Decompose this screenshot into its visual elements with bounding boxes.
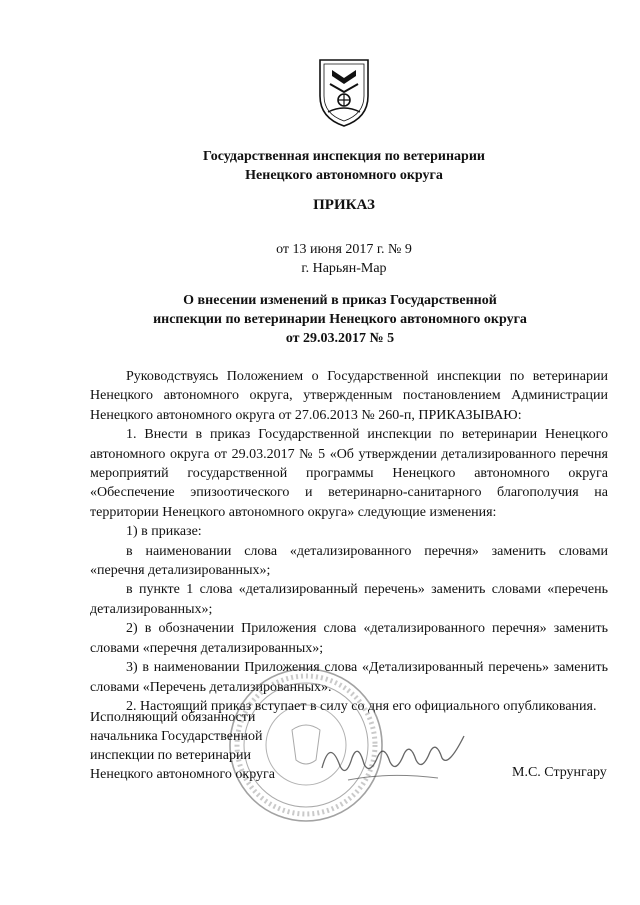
signature-position	[90, 708, 275, 784]
coat-of-arms-icon	[316, 56, 372, 128]
subject-line-2: инспекции по ветеринарии Ненецкого автономного округа	[153, 312, 527, 327]
body-paragraph: Руководствуясь Положением о Государственной инспекции по ветеринарии Ненецкого автономного округа, утвержденным постановлением Администрации Ненецкого автономного округа от 27.06.2013 № 260-п, ПРИКАЗЫВАЮ:	[90, 369, 608, 423]
body-paragraph: 2) в обозначении Приложения слова «детализированного перечня» заменить словами «перечня детализированных»;	[90, 621, 608, 656]
body-paragraph: в пункте 1 слова «детализированный перечень» заменить словами «перечень детализированных»;	[90, 582, 608, 617]
body-paragraph: 3) в наименовании Приложения слова «Детализированный перечень» заменить словами «Перечень детализированных».	[90, 660, 608, 695]
signature-line-1: Исполняющий обязанности	[90, 710, 256, 725]
org-line-1: Государственная инспекция по ветеринарии	[203, 149, 485, 164]
signatory-name: М.С. Струнгару	[512, 765, 607, 780]
body-paragraph: 1. Внести в приказ Государственной инспекции по ветеринарии Ненецкого автономного округа от 29.03.2017 № 5 «Об утверждении детализированного перечня мероприятий государственной программы Ненецкого автономного округа «Обеспечение эпизоотического и ветеринарно-санитарного благополучия на территории Ненецкого автономного округа» следующие изменения:	[90, 427, 608, 520]
signature-line-4: Ненецкого автономного округа	[90, 767, 275, 782]
body-paragraph: 1) в приказе:	[126, 524, 202, 540]
subject-line-1: О внесении изменений в приказ Государственной	[183, 293, 497, 308]
subject-line-3: от 29.03.2017 № 5	[285, 331, 395, 346]
body-paragraph: в наименовании слова «детализированного перечня» заменить словами «перечня детализированных»;	[90, 543, 608, 579]
org-line-2: Ненецкого автономного округа	[245, 168, 443, 183]
document-subject	[0, 291, 640, 348]
signature-line-3: инспекции по ветеринарии	[90, 748, 251, 763]
organization-title	[0, 147, 640, 185]
document-type: ПРИКАЗ	[313, 197, 375, 213]
body-paragraph: 2. Настоящий приказ вступает в силу со дня его официального опубликования.	[126, 698, 597, 714]
date-line: от 13 июня 2017 г. № 9	[276, 242, 412, 257]
handwritten-signature-icon	[318, 728, 468, 788]
document-date-block	[0, 240, 640, 278]
signature-line-2: начальника Государственной	[90, 729, 263, 744]
place-line: г. Нарьян-Мар	[301, 261, 387, 276]
